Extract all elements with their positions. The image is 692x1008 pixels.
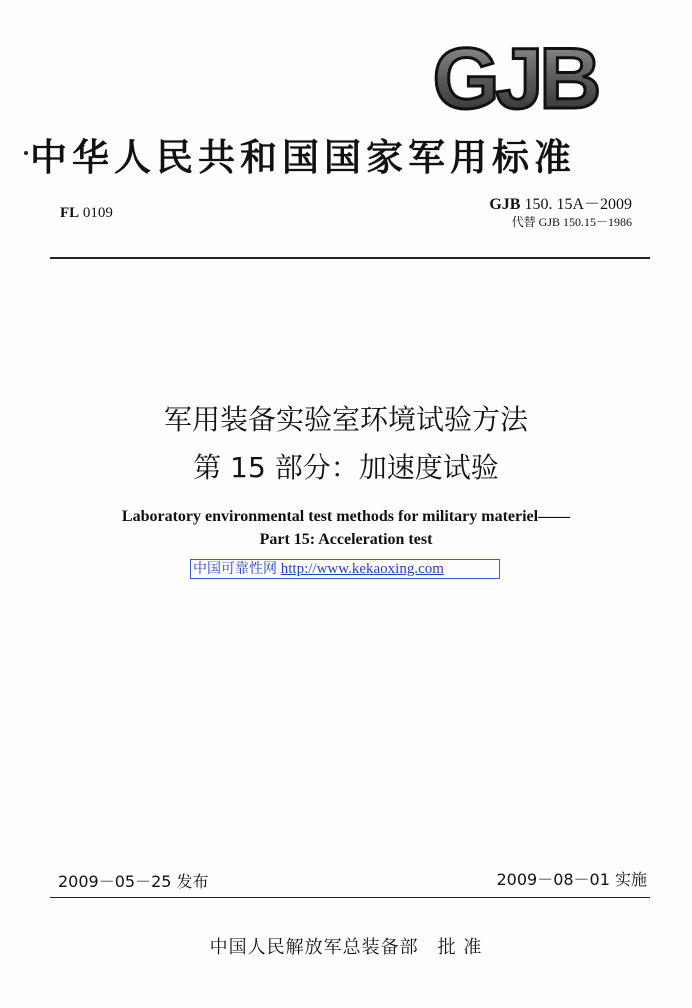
title-en-line1: Laboratory environmental test methods for military materiel—— — [121, 508, 571, 525]
classification-prefix: FL — [60, 205, 80, 221]
watermark-link[interactable] — [190, 559, 500, 579]
watermark-url[interactable]: http://www.kekaoxing.com — [280, 561, 444, 577]
approver: 中国人民解放军总装备部 批 准 — [209, 937, 483, 958]
publish-date: 2009－05－25 发布 — [58, 872, 209, 891]
gjb-logo — [415, 36, 615, 116]
national-standard-title: 中华人民共和国国家军用标准 — [30, 135, 576, 179]
classification-number: 0109 — [82, 205, 113, 221]
title-cn-line1: 军用装备实验室环境试验方法 — [163, 403, 528, 436]
header-divider — [50, 257, 650, 259]
standard-number — [489, 191, 632, 214]
implement-date: 2009－08－01 实施 — [496, 870, 647, 889]
title-en-line2: Part 15: Acceleration test — [259, 531, 433, 548]
title-cn-line2: 第 15 部分：加速度试验 — [193, 451, 499, 484]
standard-prefix: GJB — [489, 196, 521, 213]
replaces-standard: 代替 GJB 150.15－1986 — [511, 215, 632, 229]
scan-dot — [24, 151, 28, 155]
standard-code: 150. 15A－2009 — [524, 196, 632, 213]
classification-code — [60, 205, 113, 222]
footer-divider — [50, 897, 650, 898]
watermark-site-name: 中国可靠性网 — [193, 561, 277, 577]
gjb-logo-text: GJB — [432, 36, 598, 116]
